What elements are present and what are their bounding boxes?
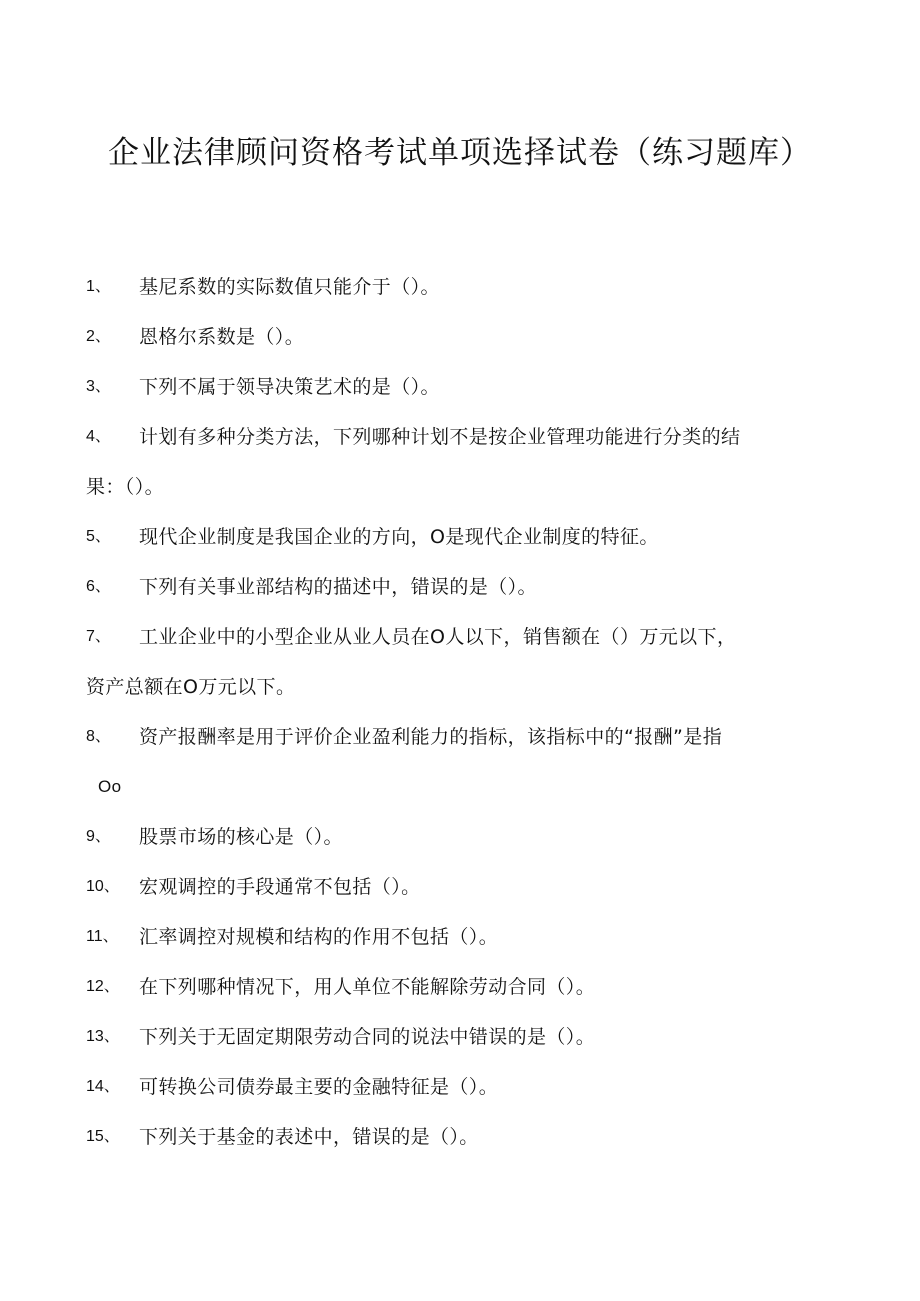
question-list bbox=[0, 262, 920, 1162]
question-number: 13、 bbox=[86, 1028, 120, 1045]
question-number: 3、 bbox=[86, 378, 111, 395]
question-number: 2、 bbox=[86, 328, 111, 345]
question-text-continuation: 果：（）。 bbox=[86, 476, 165, 498]
question-item bbox=[0, 262, 920, 312]
question-item bbox=[0, 912, 920, 962]
question-number: 10、 bbox=[86, 878, 120, 895]
question-text: 恩格尔系数是（）。 bbox=[139, 326, 305, 348]
question-text: 下列有关事业部结构的描述中，错误的是（）。 bbox=[139, 576, 537, 598]
question-text: 股票市场的核心是（）。 bbox=[139, 826, 343, 848]
question-item bbox=[0, 512, 920, 562]
question-number: 15、 bbox=[86, 1128, 120, 1145]
document-title: 企业法律顾问资格考试单项选择试卷（练习题库） bbox=[108, 135, 812, 171]
question-item bbox=[0, 812, 920, 862]
question-item bbox=[0, 562, 920, 612]
question-text: 宏观调控的手段通常不包括（）。 bbox=[139, 876, 421, 898]
question-text: 下列关于基金的表述中，错误的是（）。 bbox=[139, 1126, 479, 1148]
question-text: 资产报酬率是用于评价企业盈利能力的指标，该指标中的“报酬”是指 bbox=[139, 726, 723, 748]
question-number: 11、 bbox=[86, 928, 119, 945]
question-item bbox=[0, 1012, 920, 1062]
question-text-continuation: Oo bbox=[98, 777, 122, 796]
question-item bbox=[0, 362, 920, 412]
question-text: 在下列哪种情况下，用人单位不能解除劳动合同（）。 bbox=[139, 976, 596, 998]
question-text: 下列不属于领导决策艺术的是（）。 bbox=[139, 376, 440, 398]
question-number: 4、 bbox=[86, 428, 111, 445]
question-item bbox=[0, 862, 920, 912]
question-number: 1、 bbox=[86, 278, 111, 295]
question-number: 6、 bbox=[86, 578, 111, 595]
question-number: 12、 bbox=[86, 978, 120, 995]
question-text: 汇率调控对规模和结构的作用不包括（）。 bbox=[139, 926, 499, 948]
question-item bbox=[0, 1062, 920, 1112]
question-text: 下列关于无固定期限劳动合同的说法中错误的是（）。 bbox=[139, 1026, 596, 1048]
question-item bbox=[0, 312, 920, 362]
question-number: 5、 bbox=[86, 528, 111, 545]
question-number: 7、 bbox=[86, 628, 111, 645]
question-text: 现代企业制度是我国企业的方向，O是现代企业制度的特征。 bbox=[139, 526, 659, 548]
question-item bbox=[0, 712, 920, 812]
question-item bbox=[0, 412, 920, 512]
question-number: 14、 bbox=[86, 1078, 120, 1095]
question-number: 9、 bbox=[86, 828, 111, 845]
question-number: 8、 bbox=[86, 728, 111, 745]
question-text: 计划有多种分类方法，下列哪种计划不是按企业管理功能进行分类的结 bbox=[139, 426, 741, 448]
question-text-continuation: 资产总额在O万元以下。 bbox=[86, 676, 296, 698]
question-text: 可转换公司债券最主要的金融特征是（）。 bbox=[139, 1076, 499, 1098]
question-item bbox=[0, 612, 920, 712]
question-item bbox=[0, 1112, 920, 1162]
question-text: 工业企业中的小型企业从业人员在O人以下，销售额在（）万元以下， bbox=[139, 626, 737, 648]
question-text: 基尼系数的实际数值只能介于（）。 bbox=[139, 276, 440, 298]
question-item bbox=[0, 962, 920, 1012]
